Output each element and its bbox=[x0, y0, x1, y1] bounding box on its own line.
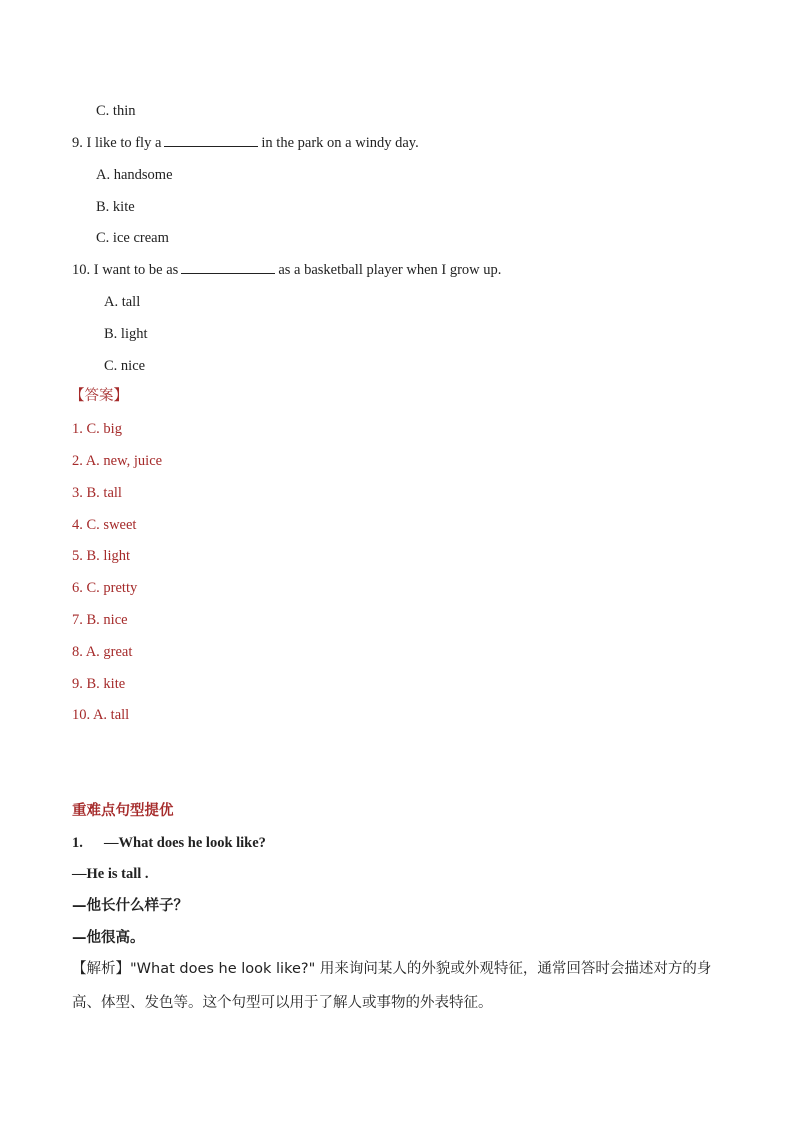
analysis-paragraph bbox=[72, 952, 732, 1020]
answer-item: 10. A. tall bbox=[72, 707, 130, 723]
question-10 bbox=[72, 260, 501, 280]
answer-item: 6. C. pretty bbox=[72, 580, 138, 596]
question-10-option-b: B. light bbox=[104, 326, 148, 342]
section-heading: 重难点句型提优 bbox=[72, 803, 174, 819]
question-9 bbox=[72, 133, 419, 153]
pattern-item-number: 1. bbox=[72, 835, 83, 851]
answer-item: 3. B. tall bbox=[72, 485, 122, 501]
answer-item: 1. C. big bbox=[72, 421, 122, 437]
answers-heading: 【答案】 bbox=[70, 388, 128, 404]
answer-item: 8. A. great bbox=[72, 644, 133, 660]
question-9-option-c: C. ice cream bbox=[96, 230, 169, 246]
answer-item: 4. C. sweet bbox=[72, 517, 137, 533]
answer-blank bbox=[181, 260, 275, 274]
answer-blank bbox=[164, 133, 258, 147]
question-10-suffix: as a basketball player when I grow up. bbox=[278, 262, 502, 278]
question-9-prefix: 9. I like to fly a bbox=[72, 135, 162, 151]
analysis-label: 【解析】 bbox=[72, 961, 130, 977]
question-9-suffix: in the park on a windy day. bbox=[261, 135, 419, 151]
pattern-answer-zh: —他很高。 bbox=[72, 930, 145, 946]
question-10-option-c: C. nice bbox=[104, 358, 146, 374]
answer-item: 2. A. new, juice bbox=[72, 453, 163, 469]
answer-item: 7. B. nice bbox=[72, 612, 128, 628]
question-9-option-b: B. kite bbox=[96, 199, 135, 215]
pattern-question: —What does he look like? bbox=[104, 835, 266, 851]
question-10-prefix: 10. I want to be as bbox=[72, 262, 179, 278]
pattern-question-zh: —他长什么样子？ bbox=[72, 898, 188, 914]
pattern-answer: —He is tall . bbox=[72, 866, 149, 882]
answer-item: 9. B. kite bbox=[72, 676, 126, 692]
question-10-option-a: A. tall bbox=[104, 294, 141, 310]
question-9-option-a: A. handsome bbox=[96, 167, 173, 183]
answer-item: 5. B. light bbox=[72, 548, 131, 564]
question-8-option-c: C. thin bbox=[96, 103, 136, 119]
analysis-text: "What does he look like?" 用来询问某人的外貌或外观特征，通常回答时会描述对方的身高、体型、发色等。这个句型可以用于了解人或事物的外表特征。 bbox=[72, 961, 712, 1011]
